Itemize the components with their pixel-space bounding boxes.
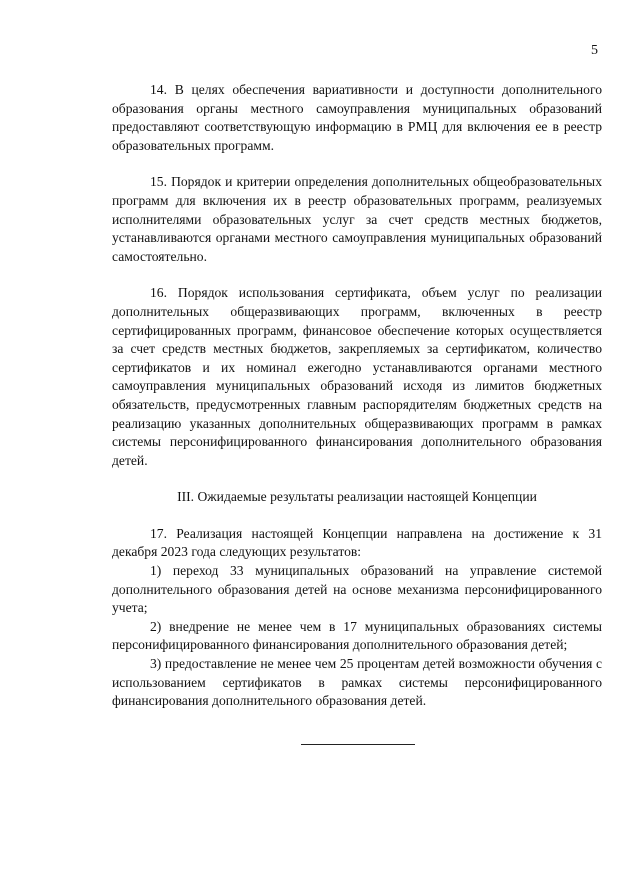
list-item-1: 1) переход 33 муниципальных образований на управление системой дополнительного образования детей на основе механизма персонифицированного учета; bbox=[112, 563, 602, 616]
list-item-2: 2) внедрение не менее чем в 17 муниципальных образованиях системы персонифицированного финансирования дополнительного образования детей; bbox=[112, 618, 602, 653]
list-item-3: 3) предоставление не менее чем 25 процентам детей возможности обучения с использованием сертификатов в рамках системы персонифицированного финансирования дополнительного образования детей. bbox=[112, 656, 602, 709]
end-divider-line bbox=[301, 744, 415, 745]
paragraph-15: 15. Порядок и критерии определения дополнительных общеобразовательных программ для включения их в реестр образовательных программ, реализуемых исполнителями образовательных услуг за счет средств местных бюджетов, устанавливаются органами местного самоуправления муниципальных образований самостоятельно. bbox=[112, 174, 602, 264]
page-number: 5 bbox=[591, 43, 598, 58]
paragraph-16: 16. Порядок использования сертификата, объем услуг по реализации дополнительных общеразвивающих программ, включенных в реестр сертифицированных программ, финансовое обеспечение которых осуществляется за счет средств местных бюджетов, закрепляемых за сертификатом, количество сертификатов и их номинал ежегодно устанавливаются органами местного самоуправления муниципальных образований исходя из лимитов бюджетных обязательств, предусмотренных главным распорядителям бюджетных средств на реализацию указанных дополнительных общеразвивающих программ в рамках системы персонифицированного финансирования дополнительного образования детей. bbox=[112, 285, 602, 468]
paragraph-17: 17. Реализация настоящей Концепции направлена на достижение к 31 декабря 2023 года следующих результатов: bbox=[112, 525, 602, 560]
section-heading: III. Ожидаемые результаты реализации настоящей Концепции bbox=[177, 489, 537, 505]
document-body bbox=[112, 81, 602, 711]
paragraph-14: 14. В целях обеспечения вариативности и доступности дополнительного образования органы местного самоуправления муниципальных образований предоставляют соответствующую информацию в РМЦ для включения ее в реестр образовательных программ. bbox=[112, 82, 602, 153]
